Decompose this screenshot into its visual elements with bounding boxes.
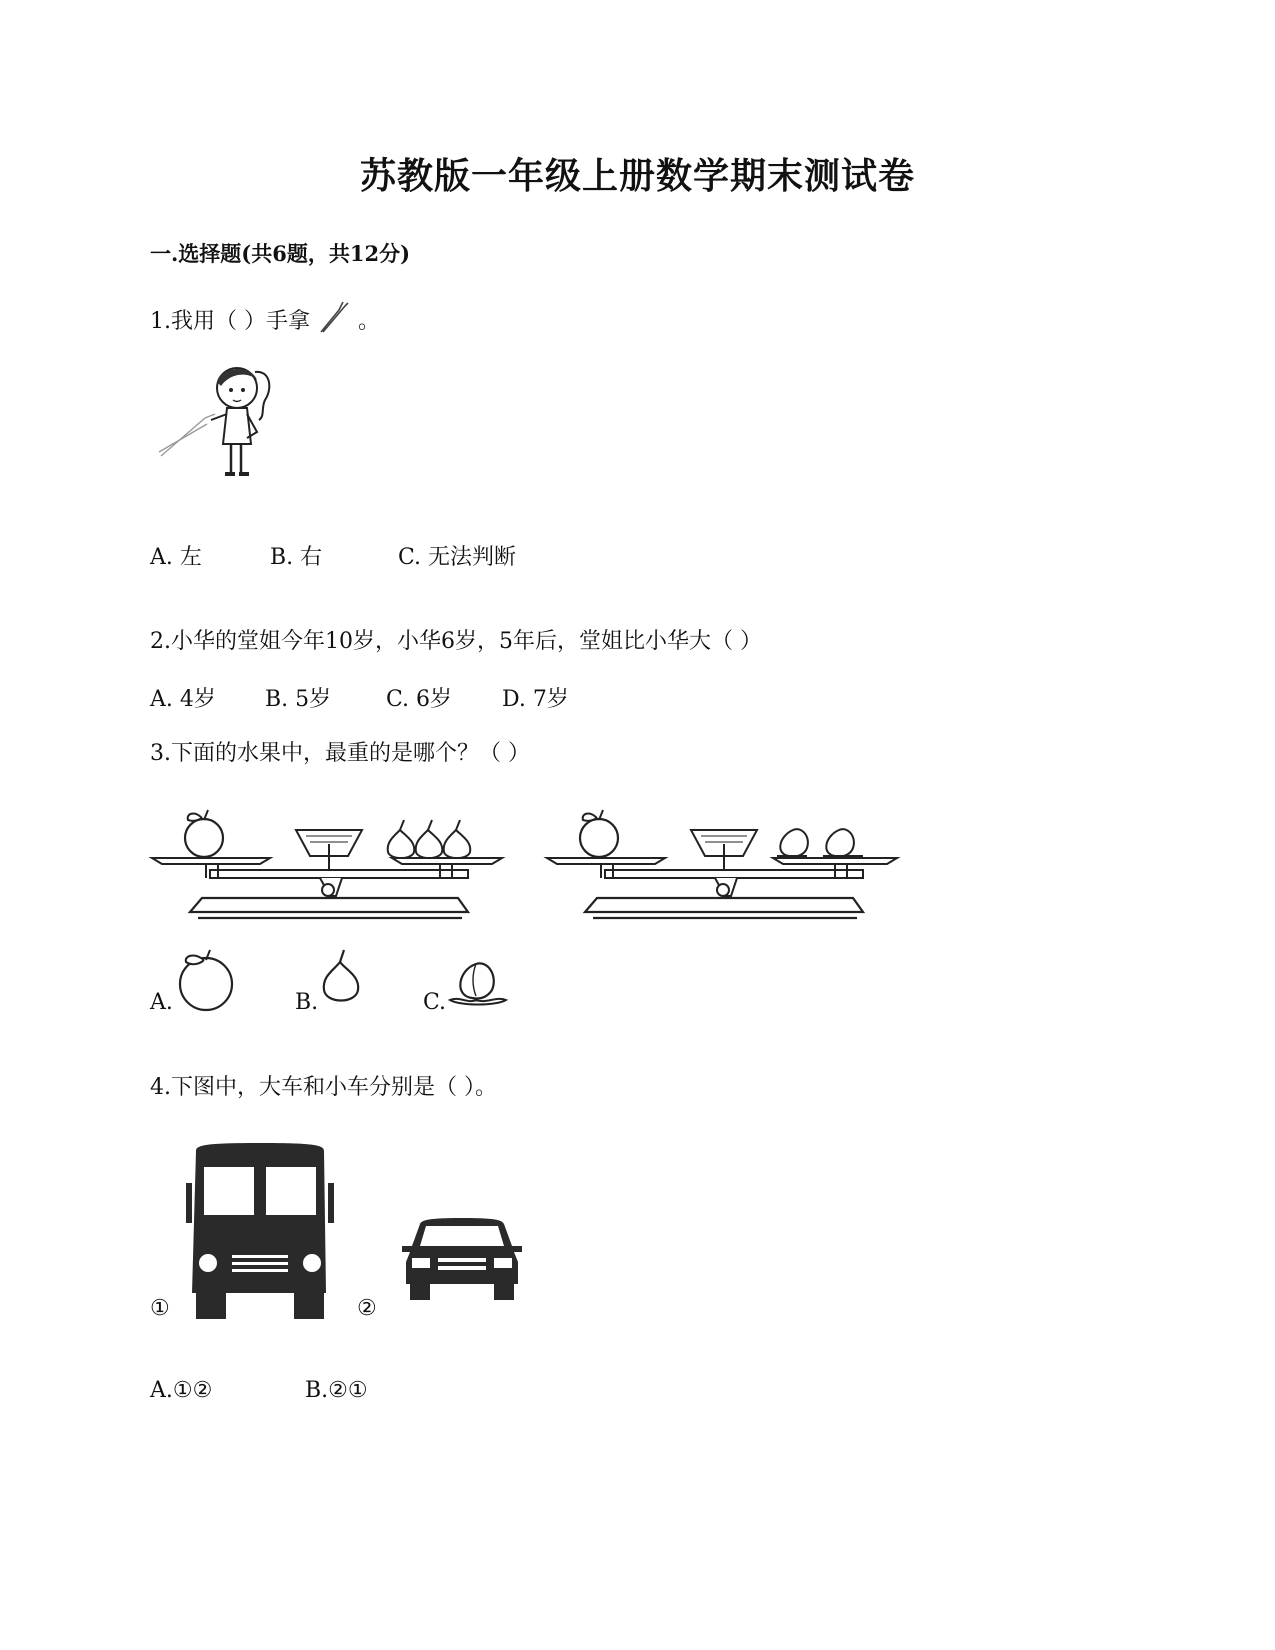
question-1-stem-end: 。 (357, 309, 380, 334)
peach-icon (446, 958, 508, 1008)
question-1-stem-text: 1.我用（ ）手拿 (150, 309, 310, 334)
q3-option-c[interactable]: C. (423, 990, 447, 1015)
section-heading: 一.选择题(共6题，共12分) (150, 241, 411, 266)
q3-option-b[interactable]: B. (295, 990, 319, 1015)
q1-option-b[interactable]: B. 右 (270, 545, 323, 570)
question-2-stem: 2.小华的堂姐今年10岁，小华6岁，5年后，堂姐比小华大（ ） (150, 629, 762, 654)
q4-option-a[interactable]: A.①② (150, 1378, 213, 1403)
q1-option-c[interactable]: C. 无法判断 (398, 545, 517, 570)
q2-option-c[interactable]: C. 6岁 (386, 687, 453, 712)
q2-option-a[interactable]: A. 4岁 (150, 687, 216, 712)
bus-icon (186, 1143, 334, 1319)
question-4-stem: 4.下图中，大车和小车分别是（ ）。 (150, 1075, 497, 1100)
q2-option-d[interactable]: D. 7岁 (502, 687, 569, 712)
girl-holding-tweezers-illustration (155, 360, 280, 485)
q2-option-b[interactable]: B. 5岁 (265, 687, 332, 712)
tweezers-icon (317, 300, 351, 334)
q1-option-a[interactable]: A. 左 (150, 545, 202, 570)
apple-icon (172, 950, 240, 1014)
question-3-stem: 3.下面的水果中，最重的是哪个？（ ） (150, 741, 530, 766)
figure-label-2: ② (357, 1296, 377, 1321)
car-icon (400, 1218, 524, 1300)
figure-label-1: ① (150, 1296, 170, 1321)
balance-scale-apple-vs-pears (150, 808, 510, 938)
q4-option-b[interactable]: B.②① (305, 1378, 368, 1403)
question-1-stem (150, 300, 380, 335)
balance-scale-apple-vs-peaches (545, 808, 905, 938)
page-title: 苏教版一年级上册数学期末测试卷 (359, 155, 915, 197)
pear-icon (318, 950, 364, 1006)
q3-option-a[interactable]: A. (150, 990, 173, 1015)
